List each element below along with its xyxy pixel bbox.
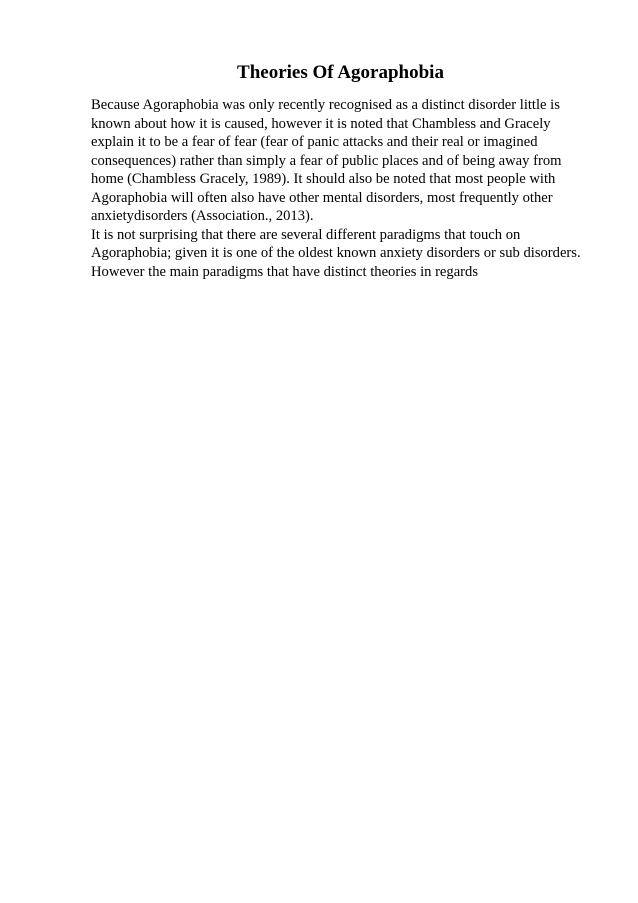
text-line: Agoraphobia; given it is one of the oldest known anxiety disorders or sub disorders. (91, 245, 581, 261)
text-line: Because Agoraphobia was only recently recognised as a distinct disorder little is (91, 97, 560, 113)
text-line: It is not surprising that there are several different paradigms that touch on (91, 226, 521, 243)
text-line: However the main paradigms that have distinct theories in regards (91, 263, 479, 280)
text-line: consequences) rather than simply a fear of public places and of being away from (91, 152, 562, 169)
text-line: home (Chambless Gracely, 1989). It should also be noted that most people with (91, 171, 556, 187)
text-line: anxietydisorders (Association., 2013). (91, 208, 314, 224)
text-line: known about how it is caused, however it is noted that Chambless and Gracely (91, 115, 551, 132)
page-title: Theories Of Agoraphobia (237, 62, 444, 83)
body-text (91, 96, 591, 281)
text-line: Agoraphobia will often also have other mental disorders, most frequently other (91, 189, 553, 206)
text-line: explain it to be a fear of fear (fear of panic attacks and their real or imagined (91, 134, 538, 150)
